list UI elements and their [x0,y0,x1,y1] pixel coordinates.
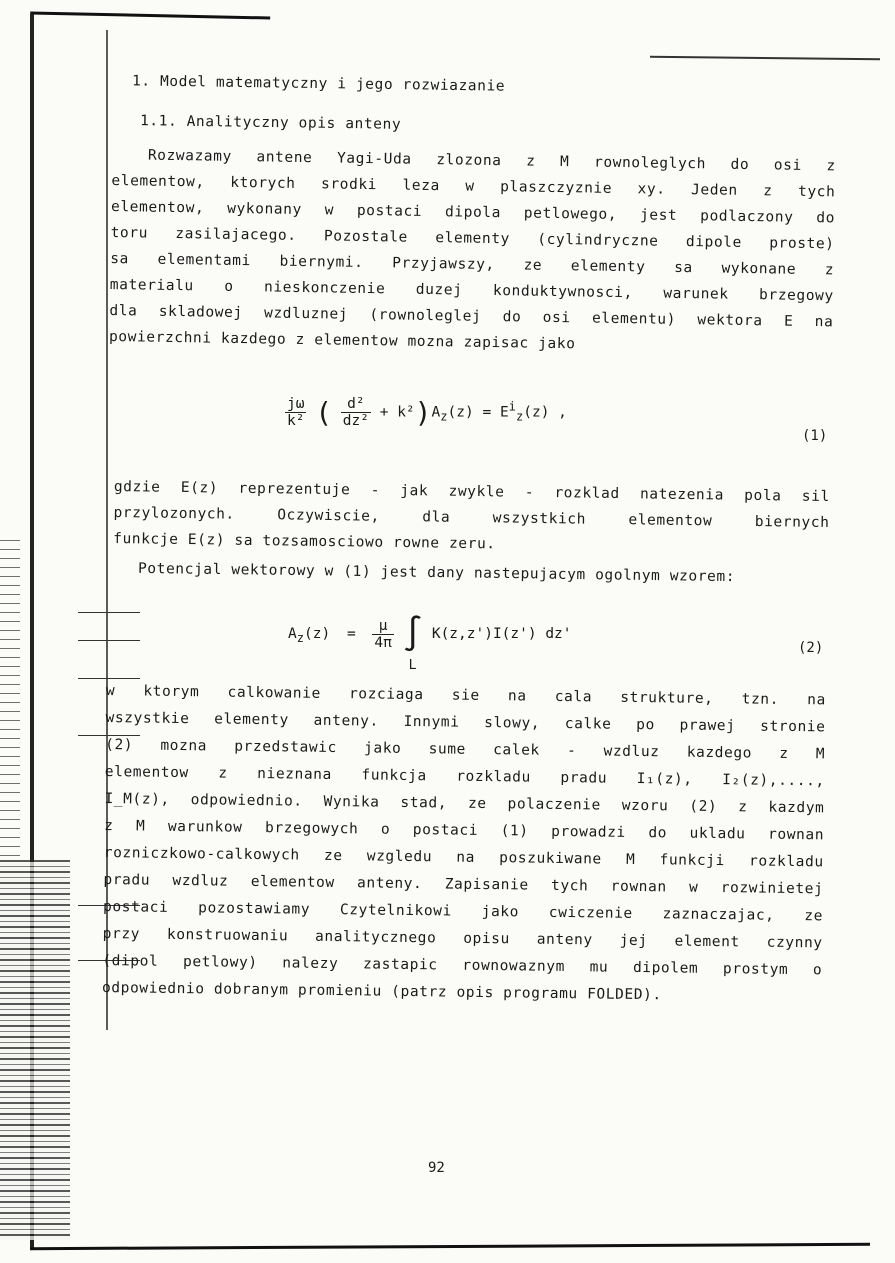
page-number: 92 [428,1160,445,1176]
text-line: przylozonych. Oczywiscie, dla wszystkich elementow biernych [113,504,830,531]
paragraph-3-line: Potencjal wektorowy w (1) jest dany nastepujacym ogolnym wzorem: [137,560,736,586]
subsection-heading: 1.1. Analityczny opis anteny [139,113,402,133]
paragraph-4 [102,684,826,1017]
equation-2: $A_z(z)$ = $\frac{\mu}{4\pi}$ ∫ L K(z,z')I(z') dz' [288,614,572,673]
paragraph-2 [113,480,830,568]
eq1-derivative: $\frac{\text{d²}}{\text{dz²}}$ [342,396,369,429]
text-line: dla skladowej wzdluznej (rownoleglej do osi elementu) wektora E na [109,302,834,331]
text-line: sa elementami biernymi. Przyjawszy, ze elementy sa wykonane z [110,250,835,279]
text-line: przy konstruowaniu analitycznego opisu anteny jej element czynny [102,925,823,952]
text-line: (dipol petlowy) nalezy zastapic rownowaznym mu dipolem prostym o [102,952,823,979]
scan-edge-top-right [650,56,880,60]
text-line: z M warunkow brzegowych o postaci (1) prowadzi do ukladu rownan [104,817,825,844]
text-line: postaci pozostawiamy Czytelnikowi jako cwiczenie zaznaczajac, ze [102,898,824,925]
binding-shadow-upper [0,540,20,860]
text-line: w ktorym calkowanie rozciaga sie na cala strukture, tzn. na [105,683,826,709]
section-heading: 1. Model matematyczny i jego rozwiazanie [131,73,506,95]
eq2-prefactor: $\frac{\mu}{4\pi}$ [374,617,392,651]
eq1-prefactor: $\frac{j\omega}{\text{k²}}$ [287,396,305,429]
text-line: powierzchni kazdego z elementow mozna zapisac jako [108,328,576,353]
text-line: rozniczkowo-calkowych ze wzgledu na poszukiwane M funkcji rozkladu [103,844,824,871]
binding-shadow [0,860,70,1240]
text-line: pradu wzdluz elementow anteny. Zapisanie tych rownan w rozwinietej [103,871,824,898]
margin-tick [78,678,140,679]
equation-2-number: (2) [798,640,824,656]
text-line: gdzie E(z) reprezentuje - jak zwykle - rozklad natezenia pola sil [113,479,830,505]
text-line: Rozwazamy antene Yagi-Uda zlozona z M rownoleglych do osi z [147,147,836,175]
text-line: elementow, ktorych srodki leza w plaszczyznie xy. Jeden z tych [111,172,836,201]
text-line: elementow, wykonany w postaci dipola petlowego, jest podlaczony do [110,198,836,227]
text-line: I_M(z), odpowiednio. Wynika stad, ze polaczenie wzoru (2) z kazdym [104,790,825,817]
text-line: toru zasilajacego. Pozostale elementy (cylindryczne dipole proste) [110,224,835,253]
text-line: wszystkie elementy anteny. Innymi slowy, calke po prawej stronie [105,709,826,736]
equation-1-number: (1) [802,428,828,444]
margin-tick [78,612,140,613]
scan-edge-top [30,11,270,39]
text-line: funkcje E(z) sa tozsamosciowo rowne zeru. [113,530,496,553]
text-line: elementow z nieznana funkcja rozkladu pradu I₁(z), I₂(z),...., [104,763,825,790]
equation-1: $\frac{j\omega}{\text{k²}}$ ( $\frac{\text{d²}}{\text{dz²}}$ + $k^2)A_z(z) = E^i_z(z)$ , [287,396,567,429]
paragraph-1 [109,148,836,367]
scan-edge-bottom [30,1243,870,1250]
text-line: odpowiednio dobranym promieniu (patrz opis programu FOLDED). [101,979,662,1004]
text-line: materialu o nieskonczenie duzej konduktywnosci, warunek brzegowy [109,276,834,305]
integral-sign: ∫ L [402,614,424,673]
text-line: (2) mozna przedstawic jako sume calek - wzdluz kazdego z M [105,736,826,763]
margin-tick [78,640,140,641]
